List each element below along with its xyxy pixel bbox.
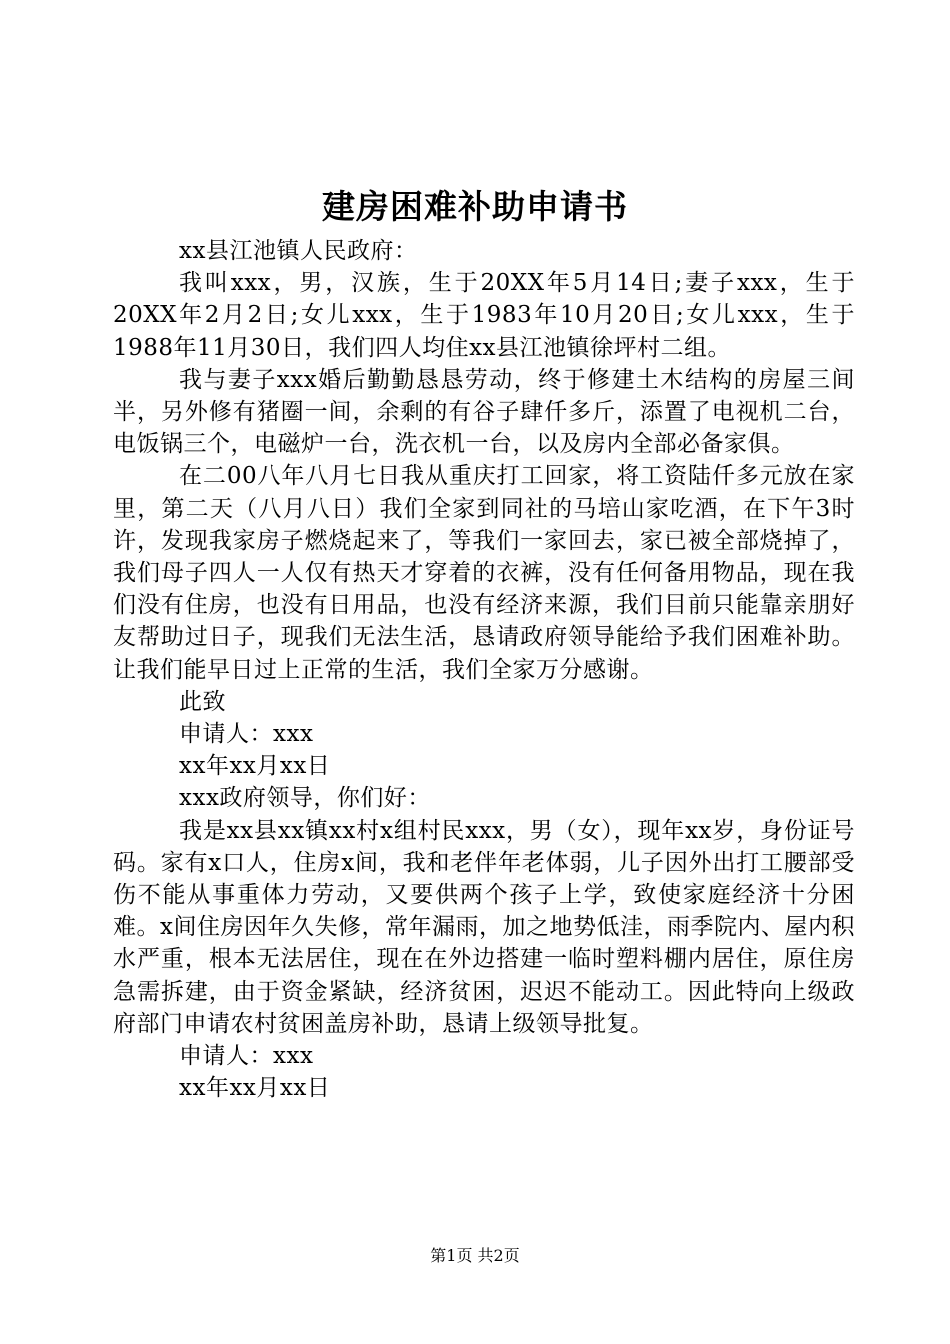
document-title: 建房困难补助申请书 [322, 187, 628, 226]
salutation-1: xx县江池镇人民政府： [179, 238, 418, 264]
paragraph-property: 我与妻子xxx婚后勤勤恳恳劳动，终于修建土木结构的房屋三间半，另外修有猪圈一间，余剩的有谷子肆仟多斤，添置了电视机二台，电饭锅三个，电磁炉一台，洗衣机一台，以及房内全部必备家俱。 [113, 366, 855, 458]
paragraph-family-info: 我叫xxx，男，汉族，生于20XX年5月14日;妻子xxx，生于20XX年2月2日;女儿xxx，生于1983年10月20日;女儿xxx，生于1988年11月30日，我们四人均住xx县江池镇徐坪村二组。 [113, 270, 855, 361]
applicant-signature-1: 申请人：xxx [179, 721, 314, 748]
page-number-footer: 第1页 共2页 [430, 1246, 520, 1265]
closing-ci-zhi: 此致 [179, 688, 226, 715]
paragraph-fire-incident: 在二00八年八月七日我从重庆打工回家，将工资陆仟多元放在家里，第二天（八月八日）我们全家到同社的马培山家吃酒，在下午3时许，发现我家房子燃烧起来了，等我们一家回去，家已被全部烧掉了，我们母子四人一人仅有热天才穿着的衣裤，没有任何备用物品，现在我们没有住房，也没有日用品，也没有经济来源，我们目前只能靠亲朋好友帮助过日子，现我们无法生活，恳请政府领导能给予我们困难补助。让我们能早日过上正常的生活，我们全家万分感谢。 [113, 463, 855, 683]
document-body [113, 235, 855, 1104]
date-line-2: xx年xx月xx日 [179, 1075, 331, 1102]
salutation-2: xxx政府领导，你们好： [179, 785, 431, 812]
applicant-signature-2: 申请人：xxx [179, 1043, 314, 1070]
date-line-1: xx年xx月xx日 [179, 753, 331, 780]
paragraph-housing-request: 我是xx县xx镇xx村x组村民xxx，男（女），现年xx岁，身份证号码。家有x口人，住房x间，我和老伴年老体弱，儿子因外出打工腰部受伤不能从事重体力劳动，又要供两个孩子上学，致使家庭经济十分困难。x间住房因年久失修，常年漏雨，加之地势低洼，雨季院内、屋内积水严重，根本无法居住，现在在外边搭建一临时塑料棚内居住，原住房急需拆建，由于资金紧缺，经济贫困，迟迟不能动工。因此特向上级政府部门申请农村贫困盖房补助，恳请上级领导批复。 [113, 817, 855, 1037]
